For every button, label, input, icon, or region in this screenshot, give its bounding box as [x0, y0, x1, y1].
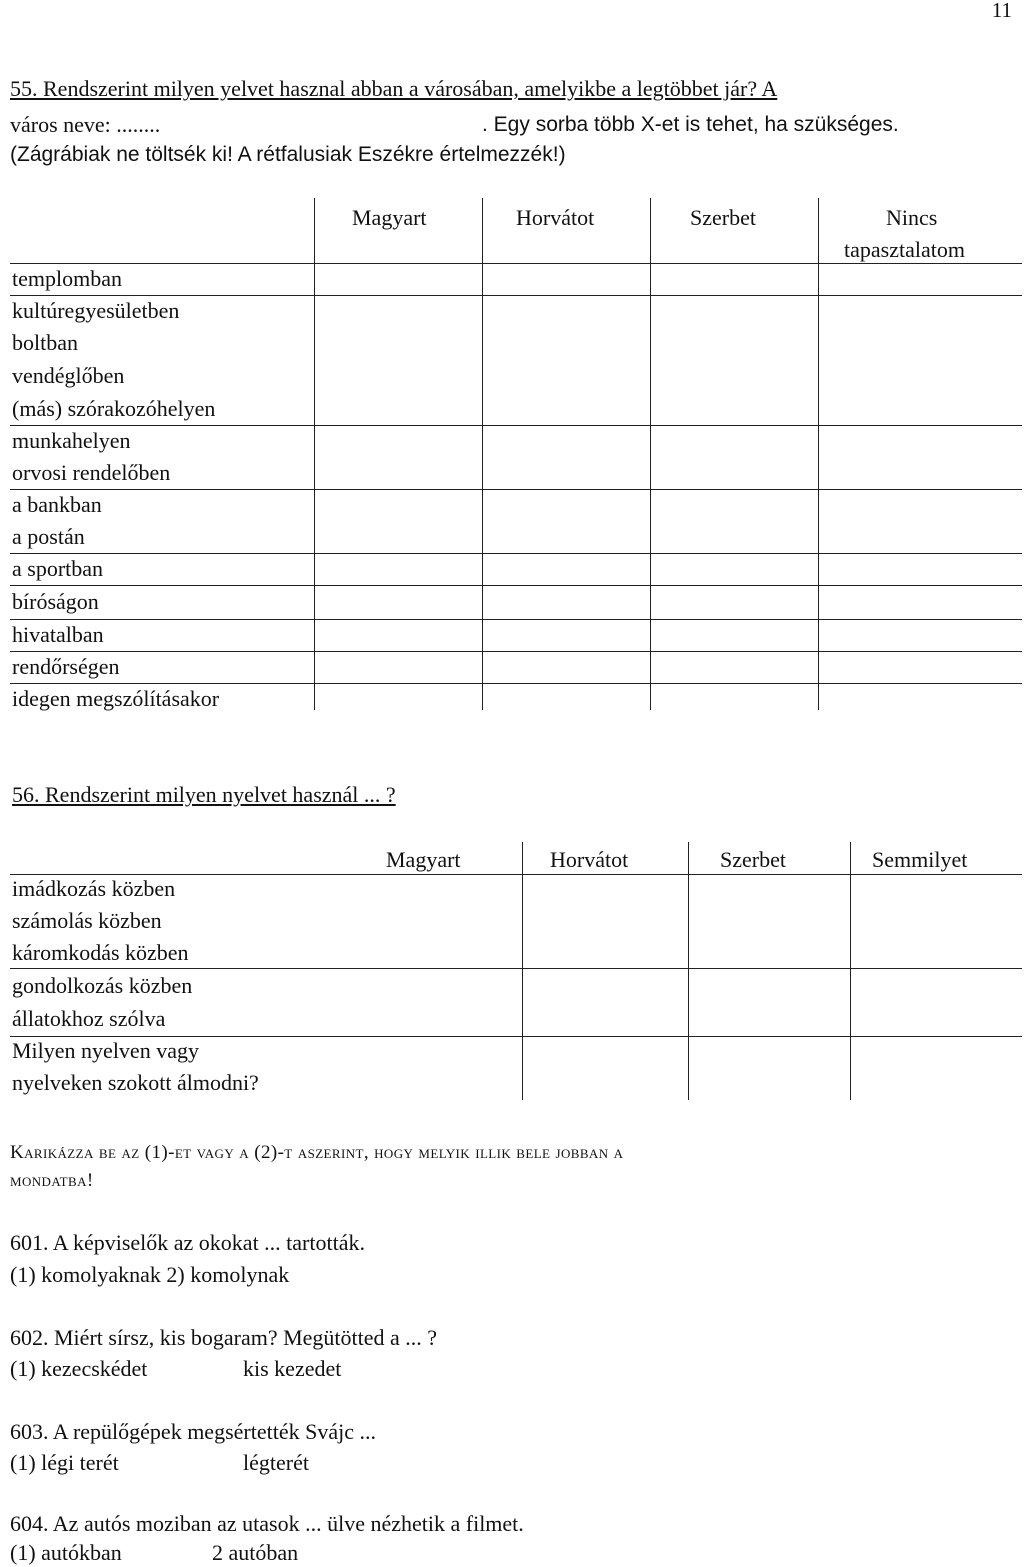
q55-row-label: a postán: [12, 524, 85, 549]
q55-row-label: vendéglőben: [12, 363, 125, 388]
item-604-option-1: (1) autókban: [10, 1540, 122, 1565]
item-602-option-2: kis kezedet: [243, 1356, 342, 1381]
q56-title: 56. Rendszerint milyen nyelvet használ ... ?: [12, 782, 396, 807]
q56-hline-2: [10, 1036, 1022, 1037]
q55-line2a: város neve: ........: [10, 112, 161, 137]
q55-hline-4: [10, 553, 1022, 554]
q55-row-label: boltban: [12, 330, 78, 355]
q55-line1: [10, 74, 777, 103]
item-604-question: 604. Az autós moziban az utasok ... ülve nézhetik a filmet.: [10, 1511, 524, 1536]
q56-header-horvatot: Horvátot: [550, 847, 629, 872]
q55-row-label: templomban: [12, 266, 122, 291]
q55-row-label: idegen megszólításakor: [12, 686, 220, 711]
q55-hline-1: [10, 295, 1022, 296]
q56-row-label: gondolkozás közben: [12, 973, 193, 998]
q55-row-label: orvosi rendelőben: [12, 460, 171, 485]
q55-hline-header: [10, 263, 1022, 264]
q56-vline-2: [688, 842, 689, 1100]
q55-vline-4: [818, 198, 819, 710]
q55-row-label: munkahelyen: [12, 428, 131, 453]
q55-row-label: hivatalban: [12, 622, 104, 647]
q56-row-label: számolás közben: [12, 908, 162, 933]
q56-header-magyart: Magyart: [386, 847, 461, 872]
q56-hline-header: [10, 874, 1022, 875]
q56-row-label: Milyen nyelven vagy: [12, 1038, 199, 1063]
q55-vline-3: [650, 198, 651, 710]
q55-hline-8: [10, 683, 1022, 684]
q55-hline-3: [10, 489, 1022, 490]
q55-hline-6: [10, 619, 1022, 620]
q55-hline-7: [10, 651, 1022, 652]
q55-row-label: kultúregyesületben: [12, 298, 180, 323]
item-603-option-1: (1) légi terét: [10, 1450, 119, 1475]
q56-row-label: állatokhoz szólva: [12, 1006, 166, 1031]
q55-header-nincs: Nincs: [886, 205, 938, 230]
q56-vline-3: [850, 842, 851, 1100]
q56-row-label: káromkodás közben: [12, 940, 189, 965]
q56-hline-1: [10, 968, 1022, 969]
q55-row-label: rendőrségen: [12, 654, 120, 679]
item-602-question: 602. Miért sírsz, kis bogaram? Megütötted a ... ?: [10, 1325, 438, 1350]
q55-vline-2: [482, 198, 483, 710]
q55-row-label: bíróságon: [12, 589, 99, 614]
q56-header-szerbet: Szerbet: [720, 847, 786, 872]
item-601-question: 601. A képviselők az okokat ... tartották.: [10, 1230, 365, 1255]
q56-row-label: nyelveken szokott álmodni?: [12, 1070, 259, 1095]
q55-header-tapasztalatom: tapasztalatom: [844, 237, 965, 262]
item-602-option-1: (1) kezecskédet: [10, 1356, 148, 1381]
q56-header-semmilyet: Semmilyet: [872, 847, 968, 872]
q55-hline-2: [10, 425, 1022, 426]
instruction-line2: mondatba!: [10, 1170, 94, 1191]
q55-line2b: . Egy sorba több X-et is tehet, ha szükséges.: [482, 113, 899, 136]
q55-header-magyart: Magyart: [352, 205, 427, 230]
q55-row-label: (más) szórakozóhelyen: [12, 396, 216, 421]
q55-hline-5: [10, 585, 1022, 586]
q55-row-label: a bankban: [12, 492, 102, 517]
item-603-option-2: légterét: [243, 1450, 309, 1475]
q55-row-label: a sportban: [12, 556, 104, 581]
q55-header-horvatot: Horvátot: [516, 205, 595, 230]
item-601-options: (1) komolyaknak 2) komolynak: [10, 1262, 290, 1287]
item-604-option-2: 2 autóban: [212, 1540, 299, 1565]
instruction-line1: Karikázza be az (1)-et vagy a (2)-t aszerint, hogy melyik illik bele jobban a: [10, 1142, 624, 1163]
page-number: 11: [991, 0, 1012, 22]
q56-vline-1: [522, 842, 523, 1100]
item-603-question: 603. A repülőgépek megsértették Svájc ...: [10, 1419, 376, 1444]
q56-row-label: imádkozás közben: [12, 876, 176, 901]
q55-line1-text: 55. Rendszerint milyen yelvet hasznal abban a városában, amelyikbe a legtöbbet jár? A: [10, 76, 778, 101]
q55-vline-1: [314, 198, 315, 710]
q55-line3: (Zágrábiak ne töltsék ki! A rétfalusiak Eszékre értelmezzék!): [10, 143, 566, 166]
q55-header-szerbet: Szerbet: [690, 205, 756, 230]
